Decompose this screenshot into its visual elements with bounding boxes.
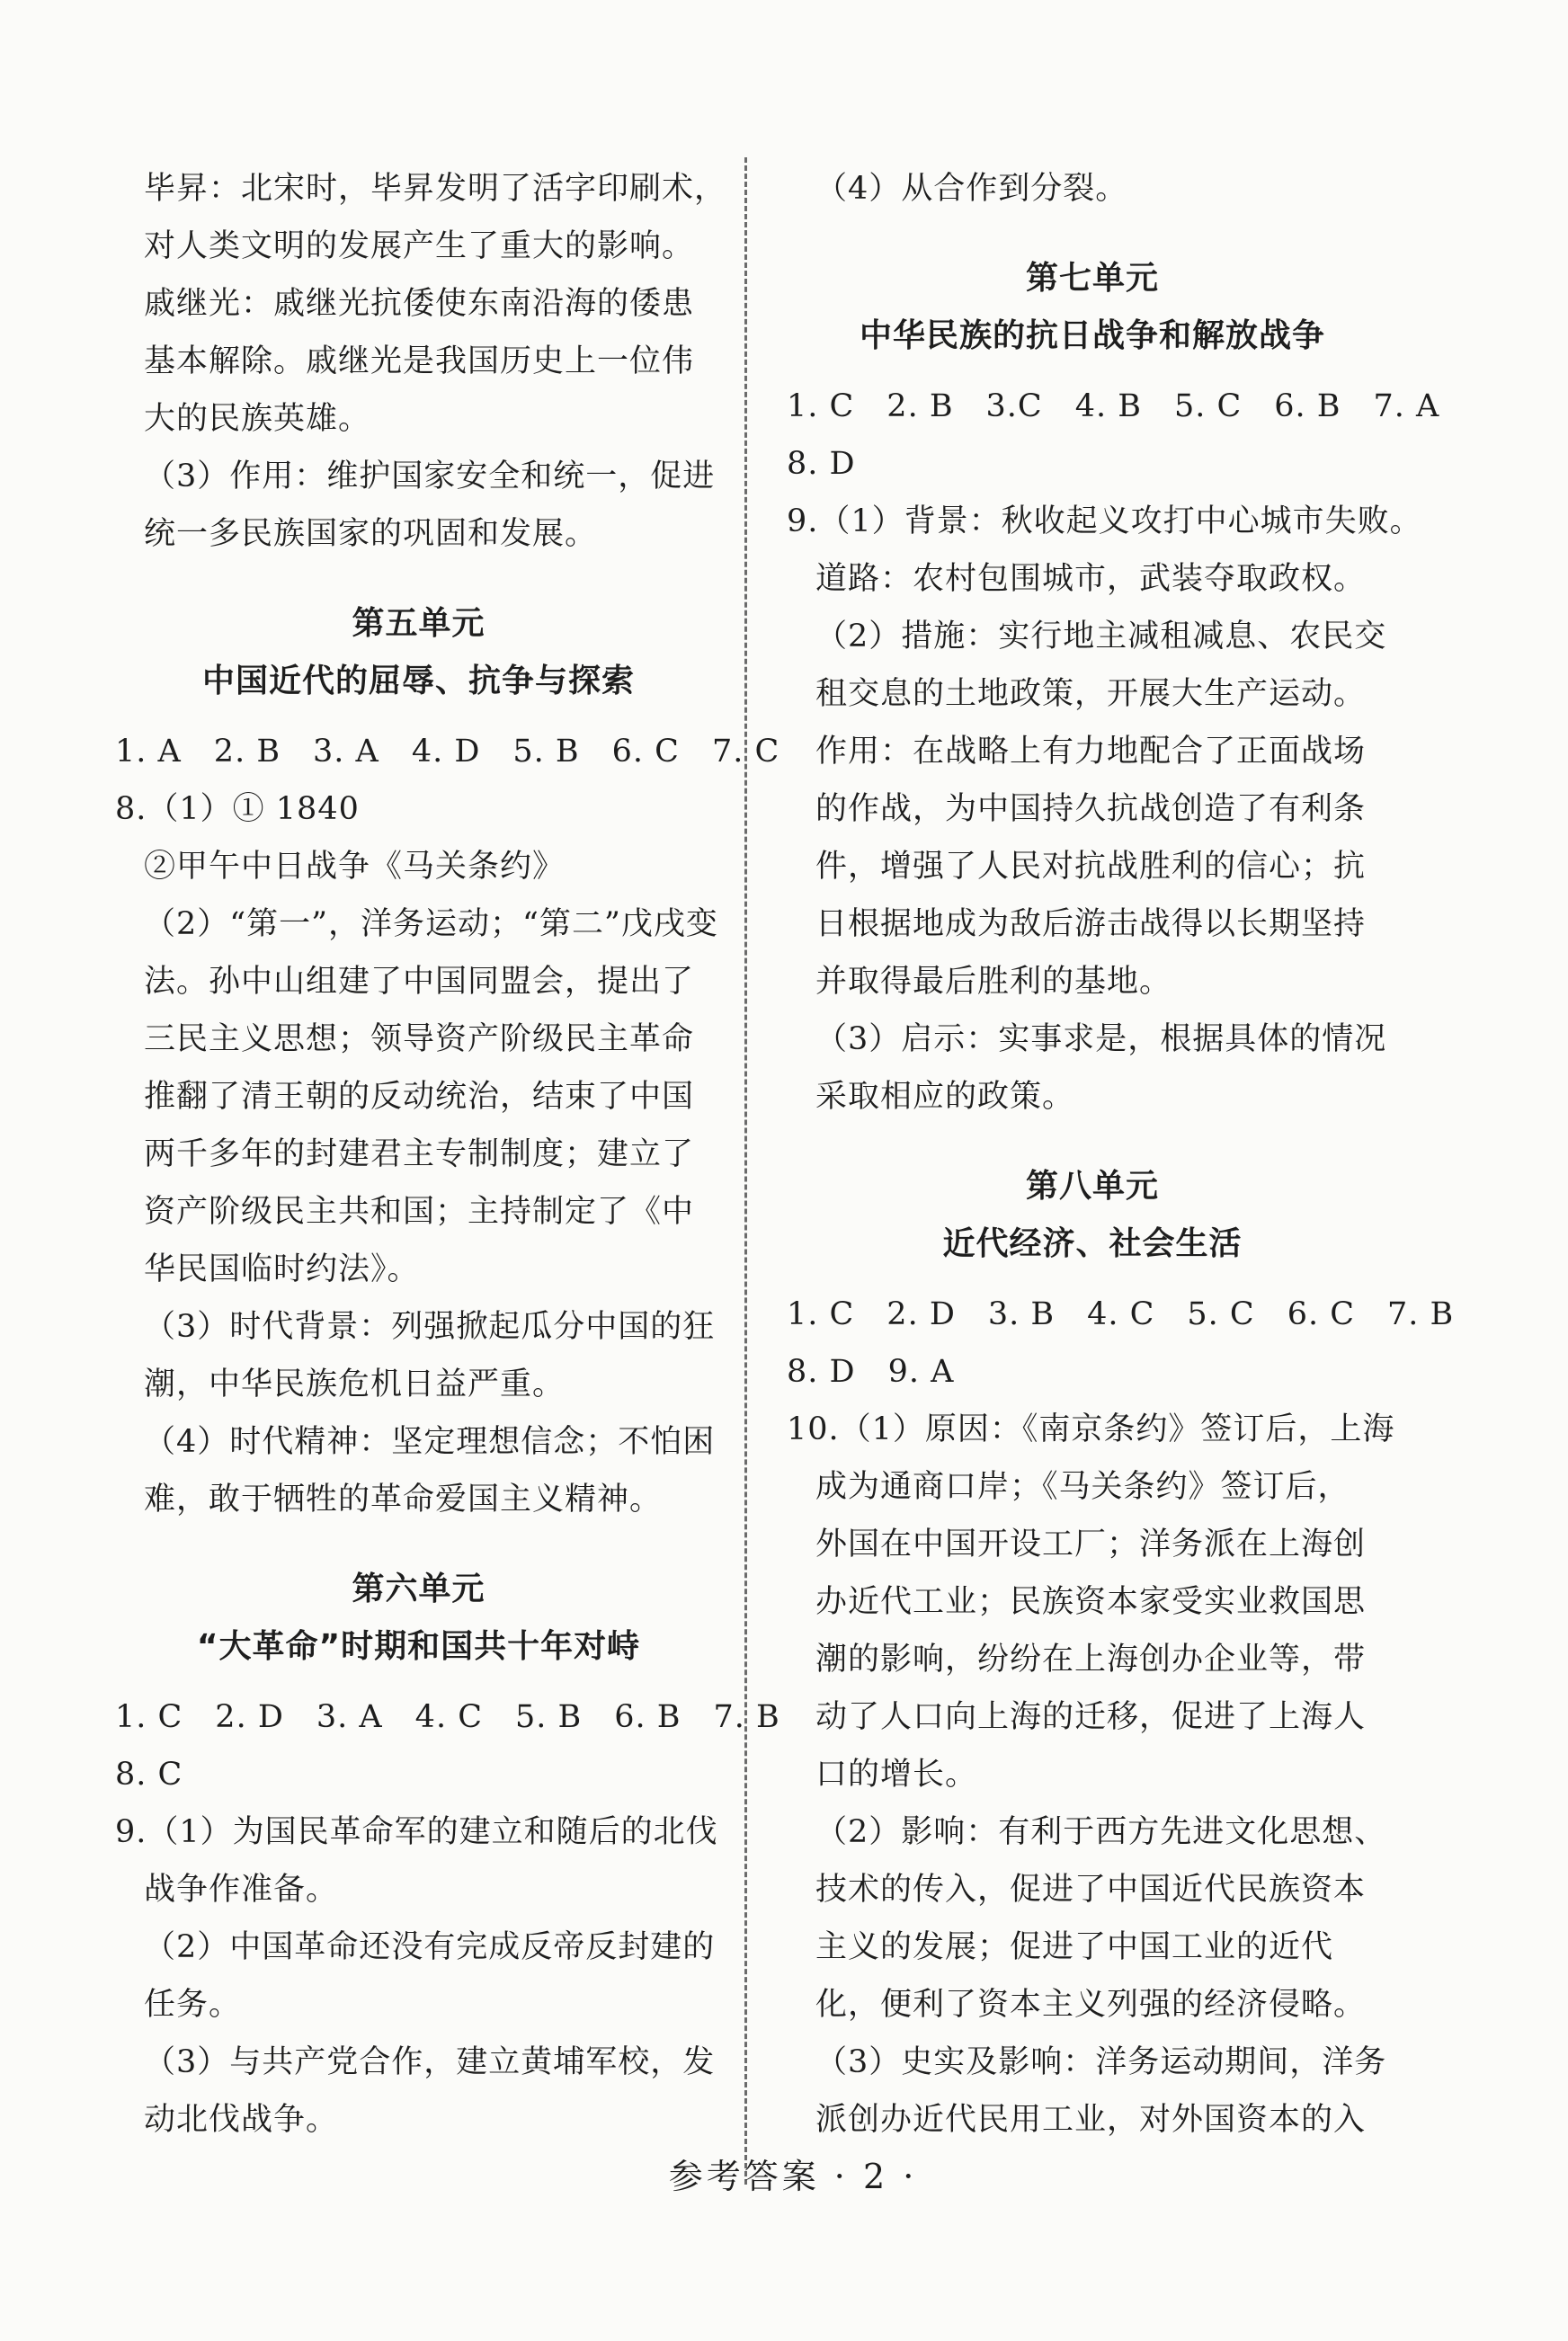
answer-line: 推翻了清王朝的反动统治，结束了中国 — [144, 1079, 695, 1115]
answer-line: 采取相应的政策。 — [815, 1079, 1075, 1115]
left-column — [115, 160, 780, 2149]
answer-line: 1. A 2. B 3. A 4. D 5. B 6. C 7. C — [115, 734, 780, 770]
answer-line: （2）“第一”，洋务运动；“第二”戊戌变 — [144, 906, 718, 942]
unit-title: 第七单元 — [1025, 260, 1159, 297]
answer-line: 8. D — [787, 446, 856, 482]
answer-line: 1. C 2. D 3. A 4. C 5. B 6. B 7. B — [115, 1699, 780, 1735]
answer-line: 10.（1）原因：《南京条约》签订后，上海 — [787, 1411, 1395, 1447]
answer-line: （3）与共产党合作，建立黄埔军校，发 — [144, 2044, 716, 2080]
answer-line: 战争作准备。 — [144, 1872, 339, 1908]
answer-line: 动北伐战争。 — [144, 2102, 339, 2138]
answer-line: 1. C 2. D 3. B 4. C 5. C 6. C 7. B — [787, 1296, 1455, 1332]
page-number: · 2 · — [833, 2157, 918, 2196]
answer-line: 资产阶级民主共和国；主持制定了《中 — [144, 1194, 695, 1230]
answer-line: 口的增长。 — [815, 1757, 978, 1793]
answer-line: 9.（1）背景：秋收起义攻打中心城市失败。 — [787, 503, 1422, 539]
right-column — [787, 160, 1455, 2149]
answer-line: 法。孙中山组建了中国同盟会，提出了 — [144, 964, 695, 1000]
answer-line: 技术的传入，促进了中国近代民族资本 — [815, 1872, 1367, 1908]
answer-line: （2）中国革命还没有完成反帝反封建的 — [144, 1929, 716, 1965]
answer-line: 两千多年的封建君主专制制度；建立了 — [144, 1136, 695, 1172]
answer-line: 基本解除。戚继光是我国历史上一位伟 — [144, 343, 695, 379]
unit-title: 第八单元 — [1025, 1168, 1159, 1205]
answer-line: 难，敢于牺牲的革命爱国主义精神。 — [144, 1482, 663, 1518]
unit-subtitle: “大革命”时期和国共十年对峙 — [196, 1628, 641, 1665]
answer-line: 任务。 — [144, 1987, 242, 2023]
answer-line: 毕昇：北宋时，毕昇发明了活字印刷术， — [144, 171, 727, 207]
answer-line: 大的民族英雄。 — [144, 401, 371, 437]
unit-title: 第五单元 — [352, 605, 486, 642]
answer-line: 的作战，为中国持久抗战创造了有利条 — [815, 791, 1367, 827]
unit-title: 第六单元 — [352, 1571, 486, 1607]
answer-line: （3）启示：实事求是，根据具体的情况 — [815, 1021, 1387, 1057]
answer-line: （2）影响：有利于西方先进文化思想、 — [815, 1814, 1387, 1850]
unit-subtitle: 中国近代的屈辱、抗争与探索 — [201, 663, 635, 699]
column-divider — [744, 157, 747, 2185]
answer-line: 成为通商口岸；《马关条约》签订后， — [815, 1469, 1350, 1505]
answer-line: 1. C 2. B 3.C 4. B 5. C 6. B 7. A — [787, 388, 1440, 424]
answer-line: 外国在中国开设工厂；洋务派在上海创 — [815, 1527, 1367, 1562]
answer-line: 统一多民族国家的巩固和发展。 — [144, 516, 598, 552]
answer-line: 日根据地成为敌后游击战得以长期坚持 — [815, 906, 1367, 942]
answer-line: 三民主义思想；领导资产阶级民主革命 — [144, 1021, 695, 1057]
answer-line: 9.（1）为国民革命军的建立和随后的北伐 — [115, 1814, 718, 1850]
answer-line: 作用：在战略上有力地配合了正面战场 — [815, 734, 1367, 770]
answer-line: （4）从合作到分裂。 — [815, 171, 1128, 207]
unit-subtitle: 中华民族的抗日战争和解放战争 — [859, 317, 1325, 354]
answer-line: 派创办近代民用工业，对外国资本的入 — [815, 2102, 1367, 2138]
answer-line: （3）作用：维护国家安全和统一，促进 — [144, 458, 716, 494]
answer-line: 戚继光：戚继光抗倭使东南沿海的倭患 — [144, 286, 695, 322]
answer-line: （4）时代精神：坚定理想信念；不怕困 — [144, 1424, 716, 1460]
answer-line: （3）时代背景：列强掀起瓜分中国的狂 — [144, 1309, 716, 1345]
answer-line: 8.（1）① 1840 — [115, 791, 360, 827]
answer-line: ②甲午中日战争《马关条约》 — [144, 849, 566, 885]
answer-line: 华民国临时约法》。 — [144, 1251, 420, 1287]
answer-line: （2）措施：实行地主减租减息、农民交 — [815, 619, 1387, 654]
answer-line: 化，便利了资本主义列强的经济侵略。 — [815, 1987, 1367, 2023]
answer-line: （3）史实及影响：洋务运动期间，洋务 — [815, 2044, 1387, 2080]
answer-line: 动了人口向上海的迁移，促进了上海人 — [815, 1699, 1367, 1735]
answer-line: 并取得最后胜利的基地。 — [815, 964, 1172, 1000]
page-footer — [0, 2149, 1568, 2198]
answer-line: 8. C — [115, 1757, 183, 1793]
answer-line: 件，增强了人民对抗战胜利的信心；抗 — [815, 849, 1367, 885]
unit-subtitle: 近代经济、社会生活 — [942, 1225, 1243, 1262]
answer-line: 办近代工业；民族资本家受实业救国思 — [815, 1584, 1367, 1620]
footer-label: 参考答案 — [668, 2157, 820, 2196]
answer-line: 道路：农村包围城市，武装夺取政权。 — [815, 561, 1367, 597]
answer-line: 对人类文明的发展产生了重大的影响。 — [144, 228, 695, 264]
answer-line: 主义的发展；促进了中国工业的近代 — [815, 1929, 1334, 1965]
answer-line: 8. D 9. A — [787, 1354, 955, 1390]
answer-line: 潮，中华民族危机日益严重。 — [144, 1366, 566, 1402]
answer-line: 潮的影响，纷纷在上海创办企业等，带 — [815, 1642, 1367, 1678]
answer-line: 租交息的土地政策，开展大生产运动。 — [815, 676, 1367, 712]
